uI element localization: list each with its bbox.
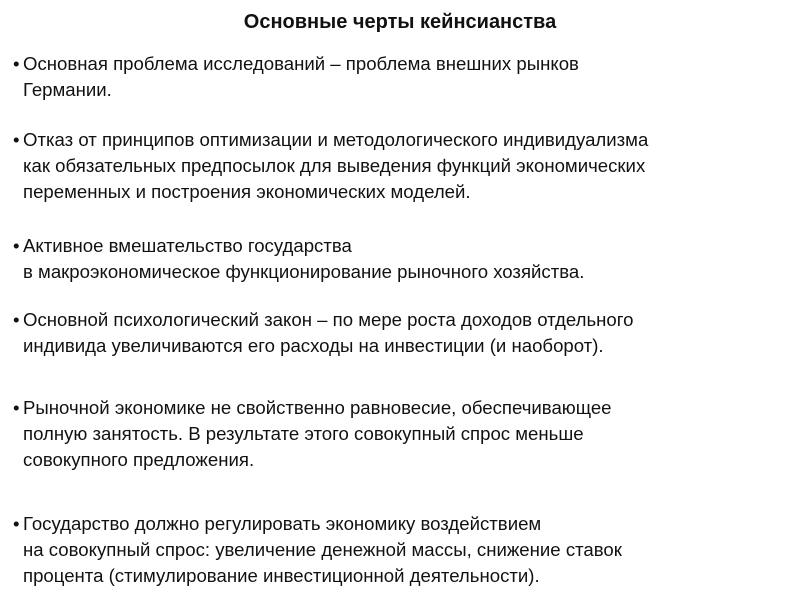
bullet-item — [13, 127, 783, 205]
bullet-line: Основной психологический закон – по мере роста доходов отдельного — [23, 309, 634, 330]
bullet-line: Активное вмешательство государства — [23, 235, 352, 256]
bullet-line: Германии. — [23, 79, 112, 100]
bullet-item — [13, 307, 783, 359]
bullet-item — [13, 511, 783, 589]
bullet-line: в макроэкономическое функционирование рыночного хозяйства. — [23, 261, 585, 282]
bullet-marker: • — [13, 235, 20, 256]
bullet-item — [13, 233, 783, 285]
bullet-line: совокупного предложения. — [23, 449, 255, 470]
bullet-marker: • — [13, 397, 20, 418]
bullet-line: Отказ от принципов оптимизации и методологического индивидуализма — [23, 129, 649, 150]
bullet-item — [13, 51, 783, 103]
bullet-line: на совокупный спрос: увеличение денежной массы, снижение ставок — [23, 539, 622, 560]
bullet-marker: • — [13, 513, 20, 534]
slide-title: Основные черты кейнсианства — [243, 11, 557, 33]
bullet-item — [13, 395, 783, 473]
bullet-line: процента (стимулирование инвестиционной деятельности). — [23, 565, 540, 586]
bullet-line: переменных и построения экономических моделей. — [23, 181, 471, 202]
bullet-line: индивида увеличиваются его расходы на инвестиции (и наоборот). — [23, 335, 604, 356]
bullet-line: как обязательных предпосылок для выведения функций экономических — [23, 155, 646, 176]
bullet-line: Государство должно регулировать экономику воздействием — [23, 513, 542, 534]
bullet-line: полную занятость. В результате этого совокупный спрос меньше — [23, 423, 584, 444]
bullet-marker: • — [13, 129, 20, 150]
bullet-marker: • — [13, 53, 20, 74]
bullet-line: Рыночной экономике не свойственно равновесие, обеспечивающее — [23, 397, 612, 418]
bullet-line: Основная проблема исследований – проблема внешних рынков — [23, 53, 579, 74]
bullet-marker: • — [13, 309, 20, 330]
